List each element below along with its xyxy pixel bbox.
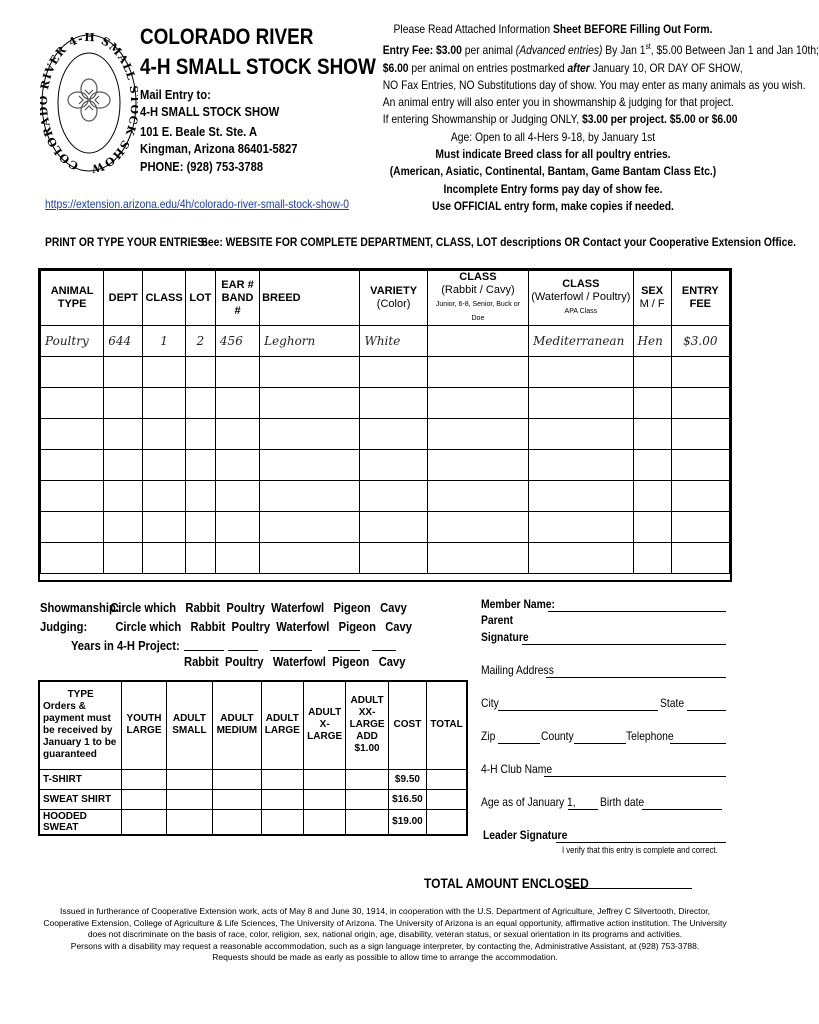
info-line7: Age: Open to all 4-Hers 9-18, by January 1st <box>450 129 656 144</box>
age-field[interactable] <box>568 809 598 810</box>
mail-city: Kingman, Arizona 86401-5827 <box>140 141 298 156</box>
info-line9: (American, Asiatic, Continental, Bantam, Game Bantam Class Etc.) <box>389 164 717 179</box>
info-line2sup: st <box>645 42 651 52</box>
shirt-order-section <box>38 680 468 836</box>
print-label: PRINT OR TYPE YOUR ENTRIES: <box>45 235 208 249</box>
cell-class-waterfowl-poultry[interactable]: Mediterranean <box>529 326 633 357</box>
info-line11: Use OFFICIAL entry form, make copies if needed. <box>432 198 674 213</box>
county-field[interactable] <box>574 743 626 744</box>
col-sex: SEX M / F <box>633 271 671 326</box>
state-field[interactable] <box>687 710 726 711</box>
shirt-row-cost: $19.00 <box>388 809 426 835</box>
city-field[interactable] <box>498 710 658 711</box>
showmanship-cavy[interactable]: Cavy <box>380 600 407 615</box>
shirt-order-table <box>38 680 468 836</box>
member-name-field[interactable] <box>548 611 726 612</box>
class-rc-subnote: Junior, 6-8, Senior, Buck or Doe <box>435 301 520 322</box>
entries-table <box>40 270 730 574</box>
years-poultry-line[interactable] <box>228 650 258 651</box>
mail-street: 101 E. Beale St. Ste. A <box>140 124 258 139</box>
footer-disclaimer: Issued in furtherance of Cooperative Extension work, acts of May 8 and June 30, 1914, in cooperation with the U.S. Department of Agriculture, Jeffrey C Silvertooth, Director, Cooperative Extension, College of Agriculture & Life Sciences, The University of Arizona. The University of Arizona is an equal opportunity, affirmative action institution. The University does not discriminate on the basis of race, color, religion, sex, national origin, age, disability, veteran status, or sexual orientation in its programs and activities. <box>43 906 727 939</box>
signature-label: Signature <box>481 630 529 644</box>
col-lot: LOT <box>185 271 215 326</box>
col-cost: COST <box>388 681 426 769</box>
table-row[interactable] <box>41 481 730 512</box>
judging-waterfowl[interactable]: Waterfowl <box>276 619 330 634</box>
judging-label: Judging: <box>40 619 88 634</box>
years-waterfowl-line[interactable] <box>270 650 312 651</box>
county-label: County <box>541 729 574 743</box>
see-website-note: See: WEBSITE FOR COMPLETE DEPARTMENT, CLASS, LOT descriptions OR Contact your Cooperative Extension Office. <box>201 235 796 249</box>
col-total: TOTAL <box>427 681 467 769</box>
shirt-row-name: SWEAT SHIRT <box>39 789 122 809</box>
col-adult-xl: ADULT X-LARGE <box>303 681 345 769</box>
state-label: State <box>660 696 685 710</box>
table-row[interactable] <box>41 388 730 419</box>
info-line8: Must indicate Breed class for all poultry entries. <box>435 147 671 162</box>
info-line2e: , $5.00 Between Jan 1 and Jan 10th; <box>650 43 819 58</box>
logo-seal <box>40 20 138 190</box>
years-cavy-line[interactable] <box>372 650 396 651</box>
years-labels-row: Rabbit Poultry Waterfowl Pigeon Cavy <box>184 654 406 669</box>
table-row <box>39 769 467 789</box>
col-youth-large: YOUTH LARGE <box>122 681 166 769</box>
info-line3b: per animal on entries postmarked <box>408 60 568 75</box>
showmanship-waterfowl[interactable]: Waterfowl <box>271 600 325 615</box>
judging-rabbit[interactable]: Rabbit <box>190 619 226 634</box>
col-adult-xxl: ADULT XX-LARGE ADD $1.00 <box>346 681 388 769</box>
club-name-field[interactable] <box>544 776 726 777</box>
info-line10: Incomplete Entry forms pay day of show fee. <box>443 181 663 196</box>
shirt-type-header: TYPE Orders & payment must be received by January 1 to be guaranteed <box>39 681 122 769</box>
page-title-line1: COLORADO RIVER <box>140 24 314 49</box>
info-line2d: By Jan 1 <box>602 43 646 58</box>
total-amount-label: TOTAL AMOUNT ENCLOSED <box>424 875 589 891</box>
showmanship-label: Showmanship: <box>40 600 120 615</box>
cell-animal-type[interactable]: Poultry <box>41 326 104 357</box>
col-class: CLASS <box>143 271 185 326</box>
logo-ring-text: COLOR IVER 4-H SMALL K SHOW <box>40 30 138 176</box>
mailing-address-label: Mailing Address <box>481 663 554 677</box>
city-label: City <box>481 696 499 710</box>
entry-fee: Entry Fee: $3.00 <box>382 43 462 58</box>
showmanship-poultry[interactable]: Poultry <box>226 600 265 615</box>
member-name-label: Member Name: <box>481 597 555 611</box>
judging-cavy[interactable]: Cavy <box>385 619 412 634</box>
info-line4: NO Fax Entries, NO Substitutions day of show. You may enter as many animals as you wish. <box>382 77 806 92</box>
footer-accommodation: Persons with a disability may request a reasonable accommodation, such as a sign language interpreter, by contacting the, Administrative Assistant, at (928) 753-3788. <box>70 940 700 951</box>
info-line3a: $6.00 <box>382 60 409 75</box>
cell-variety[interactable]: White <box>360 326 427 357</box>
info-line2c: (Advanced entries) <box>515 43 603 58</box>
class-wp-subnote: APA Class <box>564 308 598 315</box>
mail-name: 4-H SMALL STOCK SHOW <box>140 104 280 119</box>
footer <box>40 906 730 964</box>
years-label: Years in 4-H Project: <box>70 638 180 653</box>
table-row <box>41 326 730 357</box>
parent-signature-field[interactable] <box>522 644 726 645</box>
col-entry-fee: ENTRY FEE <box>671 271 729 326</box>
years-rabbit-line[interactable] <box>184 650 224 651</box>
table-row[interactable] <box>41 419 730 450</box>
col-ear-band: EAR # BAND # <box>215 271 259 326</box>
telephone-label: Telephone <box>626 729 674 743</box>
footer-requests: Requests should be made as early as possible to allow time to arrange the accommodation. <box>212 952 558 962</box>
cell-dept[interactable]: 644 <box>104 326 143 357</box>
website-link[interactable]: https://extension.arizona.edu/4h/colorado-river-small-stock-show-0 <box>45 197 350 211</box>
col-adult-small: ADULT SMALL <box>166 681 212 769</box>
cell-ear-band[interactable]: 456 <box>215 326 259 357</box>
cell-breed[interactable]: Leghorn <box>260 326 360 357</box>
mail-phone: PHONE: (928) 753-3788 <box>140 159 264 174</box>
table-row[interactable] <box>41 450 730 481</box>
shirt-row-cost: $16.50 <box>388 789 426 809</box>
cell-class-rabbit-cavy[interactable] <box>427 326 528 357</box>
club-name-label: 4-H Club Name <box>481 762 553 776</box>
parent-label: Parent <box>481 613 514 627</box>
col-class-waterfowl-poultry: CLASS (Waterfowl / Poultry) APA Class <box>529 271 633 326</box>
info-line3c: after <box>567 60 590 75</box>
years-pigeon-line[interactable] <box>328 650 360 651</box>
table-row[interactable] <box>41 357 730 388</box>
verify-note: I verify that this entry is complete and correct. <box>562 845 718 855</box>
judging-pigeon[interactable]: Pigeon <box>338 619 376 634</box>
showmanship-rabbit[interactable]: Rabbit <box>185 600 221 615</box>
col-animal-type: ANIMAL TYPE <box>41 271 104 326</box>
judging-poultry[interactable]: Poultry <box>231 619 271 634</box>
cell-sex[interactable]: Hen <box>633 326 671 357</box>
shirt-row-cost: $9.50 <box>388 769 426 789</box>
showmanship-pigeon[interactable]: Pigeon <box>333 600 371 615</box>
shirt-row-name: HOODED SWEAT <box>39 809 122 835</box>
col-breed: BREED <box>260 271 360 326</box>
table-row <box>39 789 467 809</box>
birth-date-label: Birth date <box>600 795 645 809</box>
col-class-rabbit-cavy: CLASS (Rabbit / Cavy) Junior, 6-8, Senior, Buck or Doe <box>427 271 528 326</box>
info-line6a: If entering Showmanship or Judging ONLY, <box>382 112 582 127</box>
col-dept: DEPT <box>104 271 143 326</box>
info-line3d: January 10, OR DAY OF SHOW, <box>589 60 743 75</box>
page-title-line2: 4-H SMALL STOCK SHOW <box>140 54 376 79</box>
birth-date-field[interactable] <box>642 809 722 810</box>
col-adult-large: ADULT LARGE <box>261 681 303 769</box>
table-row[interactable] <box>41 543 730 574</box>
cell-entry-fee[interactable]: $3.00 <box>671 326 729 357</box>
total-amount-field[interactable] <box>566 888 692 889</box>
col-variety: VARIETY (Color) <box>360 271 427 326</box>
showmanship-block: Showmanship: Circle which Rabbit Poultry Waterfowl Pigeon Cavy Judging: Circle which Rabbit Poultry Waterfowl Pigeon Cavy Years in 4-H Project: <box>40 600 412 653</box>
table-row <box>39 809 467 835</box>
leader-signature-field[interactable] <box>556 842 726 843</box>
telephone-field[interactable] <box>670 743 726 744</box>
info-line1b: Sheet BEFORE Filling Out Form. <box>553 22 713 36</box>
info-line6b: $3.00 per project. $5.00 or $6.00 <box>581 112 738 127</box>
entries-table-frame <box>38 268 732 582</box>
zip-field[interactable] <box>498 743 540 744</box>
mailing-address-field[interactable] <box>546 677 726 678</box>
leader-signature-label: Leader Signature <box>483 828 568 842</box>
mail-entry-label: Mail Entry to: <box>140 87 211 102</box>
info-block <box>355 21 819 215</box>
zip-label: Zip <box>481 729 496 743</box>
info-line5: An animal entry will also enter you in showmanship & judging for that project. <box>382 95 734 110</box>
info-line2b: per animal <box>461 43 516 58</box>
cell-lot[interactable]: 2 <box>185 326 215 357</box>
table-row[interactable] <box>41 512 730 543</box>
clover-icon <box>68 79 110 121</box>
cell-class[interactable]: 1 <box>143 326 185 357</box>
age-label: Age as of January 1, <box>481 795 576 809</box>
info-line1a: Please Read Attached Information <box>393 22 554 36</box>
col-adult-medium: ADULT MEDIUM <box>213 681 261 769</box>
shirt-row-name: T-SHIRT <box>39 769 122 789</box>
